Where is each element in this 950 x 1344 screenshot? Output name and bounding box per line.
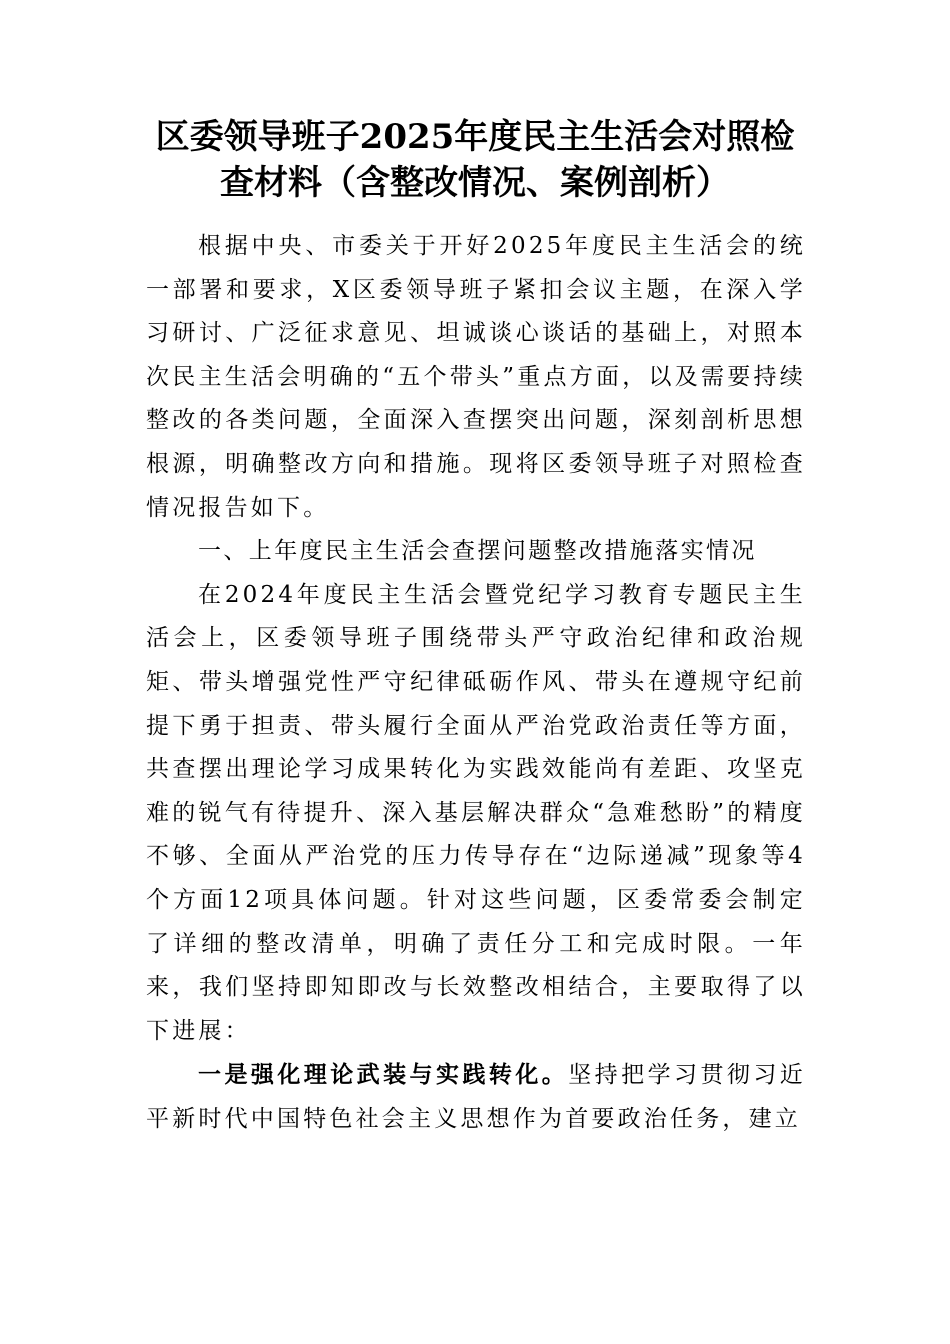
- document-title-line-2: 查材料（含整改情况、案例剖析）: [220, 163, 730, 203]
- document-title-line-1: 区委领导班子2025年度民主生活会对照检: [155, 117, 795, 157]
- document-title: [140, 114, 810, 206]
- section-1-heading: 一、上年度民主生活会查摆问题整改措施落实情况: [198, 538, 757, 565]
- section-1-paragraph: 在2024年度民主生活会暨党纪学习教育专题民主生活会上，区委领导班子围绕带头严守政治纪律和政治规矩、带头增强党性严守纪律砥砺作风、带头在遵规守纪前提下勇于担责、带头履行全面从严治党政治责任等方面，共查摆出理论学习成果转化为实践效能尚有差距、攻坚克难的锐气有待提升、深入基层解决群众“急难愁盼”的精度不够、全面从严治党的压力传导存在“边际递减”现象等4个方面12项具体问题。针对这些问题，区委常委会制定了详细的整改清单，明确了责任分工和完成时限。一年来，我们坚持即知即改与长效整改相结合，主要取得了以下进展：: [146, 581, 806, 1044]
- intro-paragraph: 根据中央、市委关于开好2025年度民主生活会的统一部署和要求，X区委领导班子紧扣会议主题，在深入学习研讨、广泛征求意见、坦诚谈心谈话的基础上，对照本次民主生活会明确的“五个带头”重点方面，以及需要持续整改的各类问题，全面深入查摆突出问题，深刻剖析思想根源，明确整改方向和措施。现将区委领导班子对照检查情况报告如下。: [146, 233, 806, 521]
- item-1-lead: 一是强化理论武装与实践转化。: [198, 1061, 569, 1089]
- item-1-paragraph: [146, 1053, 806, 1141]
- item-1-text: 坚持把学习贯彻习近平新时代中国特色社会主义思想作为首要政治任务，建立: [146, 1062, 806, 1132]
- document-body: [146, 225, 806, 1141]
